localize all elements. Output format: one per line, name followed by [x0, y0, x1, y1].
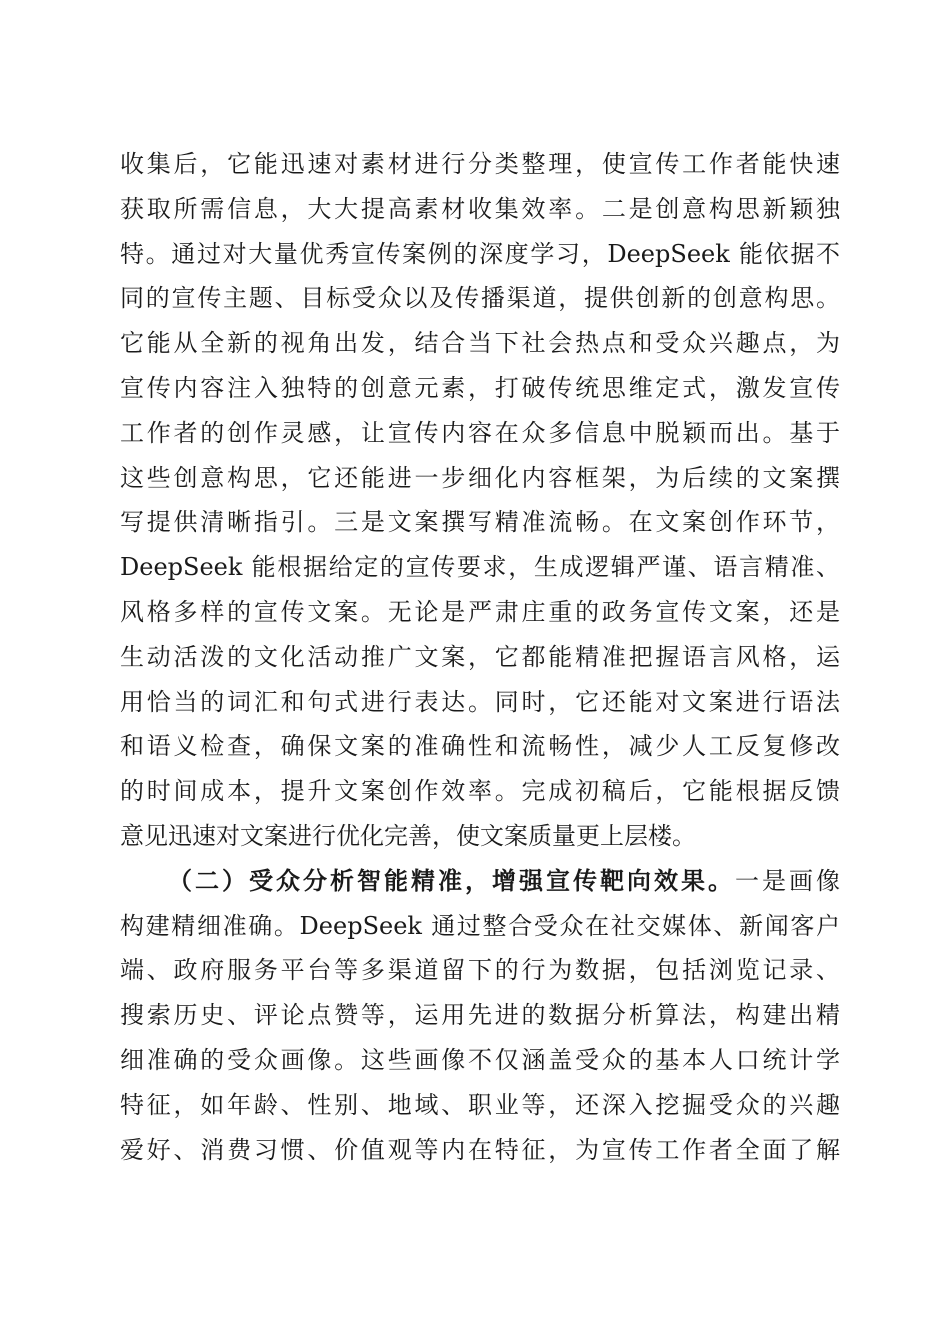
text-line: 用恰当的词汇和句式进行表达。同时，它还能对文案进行语法 [120, 687, 840, 716]
paragraph-2 [120, 859, 840, 1173]
section-heading-rest: 一是画像 [735, 866, 840, 895]
paragraph-1 [120, 142, 840, 859]
section-heading-line [120, 859, 840, 904]
text-line: 意见迅速对文案进行优化完善，使文案质量更上层楼。 [120, 821, 696, 850]
text-line: 端、政府服务平台等多渠道留下的行为数据，包括浏览记录、 [120, 956, 840, 985]
text-line: 的时间成本，提升文案创作效率。完成初稿后，它能根据反馈 [120, 777, 840, 806]
text-line: 工作者的创作灵感，让宣传内容在众多信息中脱颖而出。基于 [120, 418, 840, 447]
text-line: 和语义检查，确保文案的准确性和流畅性，减少人工反复修改 [120, 732, 840, 761]
text-line: 构建精细准确。DeepSeek 通过整合受众在社交媒体、新闻客户 [120, 911, 840, 940]
text-line: DeepSeek 能根据给定的宣传要求，生成逻辑严谨、语言精准、 [120, 553, 840, 582]
text-line: 风格多样的宣传文案。无论是严肃庄重的政务宣传文案，还是 [120, 597, 840, 626]
text-line: 特。通过对大量优秀宣传案例的深度学习，DeepSeek 能依据不 [120, 239, 840, 268]
text-line: 爱好、消费习惯、价值观等内在特征，为宣传工作者全面了解 [120, 1135, 840, 1164]
text-line: 收集后，它能迅速对素材进行分类整理，使宣传工作者能快速 [120, 150, 840, 178]
document-body [120, 142, 840, 1172]
text-line: 细准确的受众画像。这些画像不仅涵盖受众的基本人口统计学 [120, 1045, 840, 1074]
text-line: 写提供清晰指引。三是文案撰写精准流畅。在文案创作环节， [120, 508, 840, 537]
text-line: 特征，如年龄、性别、地域、职业等，还深入挖掘受众的兴趣 [120, 1090, 840, 1119]
text-line: 它能从全新的视角出发，结合当下社会热点和受众兴趣点，为 [120, 329, 840, 358]
text-line: 这些创意构思，它还能进一步细化内容框架，为后续的文案撰 [120, 463, 840, 492]
text-line: 同的宣传主题、目标受众以及传播渠道，提供创新的创意构思。 [120, 284, 840, 313]
text-line: 获取所需信息，大大提高素材收集效率。二是创意构思新颖独 [120, 194, 840, 223]
text-line: 生动活泼的文化活动推广文案，它都能精准把握语言风格，运 [120, 642, 840, 671]
text-line: 宣传内容注入独特的创意元素，打破传统思维定式，激发宣传 [120, 373, 840, 402]
text-line: 搜索历史、评论点赞等，运用先进的数据分析算法，构建出精 [120, 1001, 840, 1030]
section-heading: （二）受众分析智能精准，增强宣传靶向效果。 [168, 865, 735, 895]
